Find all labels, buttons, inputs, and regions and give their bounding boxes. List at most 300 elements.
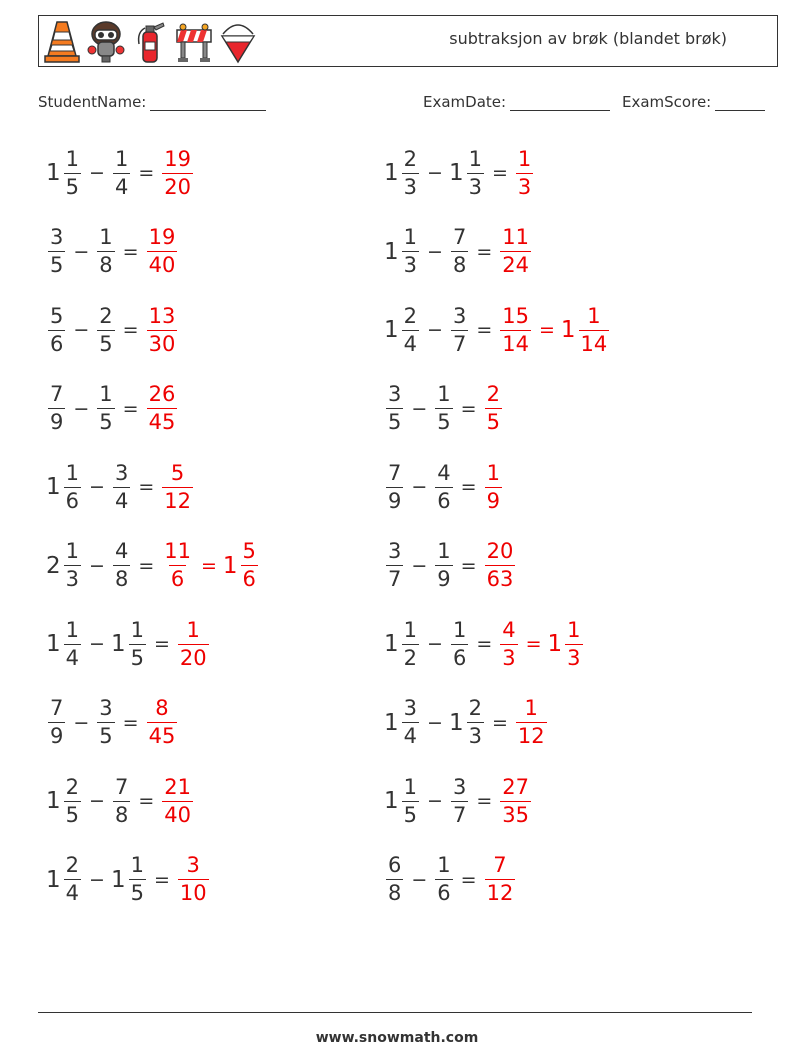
subtrahend-whole: 1 [110, 631, 126, 657]
minuend-numerator: 7 [50, 696, 64, 720]
equals-sign: = [491, 162, 508, 184]
subtrahend-numerator: 4 [437, 460, 451, 485]
answer-numerator: 1 [486, 460, 500, 485]
equals-sign: = [122, 240, 139, 263]
minuend-denominator: 6 [65, 488, 80, 513]
answer [498, 774, 533, 827]
answer-numerator: 4 [502, 617, 516, 642]
minuend-numerator: 5 [50, 303, 64, 328]
subtrahend-denominator: 7 [452, 802, 467, 827]
minuend-fraction [48, 698, 65, 747]
minuend-whole: 1 [384, 317, 399, 343]
worksheet-title: subtraksjon av brøk (blandet brøk) [449, 29, 727, 48]
answer [483, 460, 504, 513]
answer-numerator: 20 [486, 539, 514, 563]
minuend-denominator: 8 [388, 881, 402, 905]
minus-sign: − [89, 868, 105, 891]
minuend-numerator: 7 [50, 382, 64, 406]
subtrahend-fraction [467, 146, 484, 199]
subtrahend-fraction [435, 541, 452, 590]
subtrahend-numerator: 3 [99, 696, 113, 720]
subtrahend-denominator: 5 [130, 645, 144, 670]
equals-sign: = [138, 554, 155, 577]
equals-sign: = [460, 868, 477, 891]
minuend-numerator: 1 [403, 225, 418, 249]
minuend-fraction [402, 227, 419, 276]
subtrahend-denominator: 8 [114, 802, 129, 827]
subtrahend-fraction [451, 774, 468, 827]
answer [498, 303, 611, 356]
minuend-numerator: 3 [50, 225, 64, 249]
answer-denominator: 63 [486, 567, 514, 591]
problem-item [384, 217, 533, 287]
minuend-fraction [402, 146, 419, 199]
minuend-fraction [386, 855, 403, 904]
answer-denominator: 9 [486, 488, 500, 513]
minuend-denominator: 3 [403, 174, 418, 199]
minuend-numerator: 1 [403, 774, 418, 799]
exam-score-blank[interactable] [715, 94, 765, 111]
subtrahend-denominator: 8 [452, 253, 467, 277]
answer-denominator: 10 [179, 881, 207, 905]
equals-sign: = [122, 319, 139, 341]
subtrahend-fraction [113, 460, 130, 513]
subtrahend-numerator: 3 [452, 774, 467, 799]
minuend-fraction [402, 303, 419, 356]
answer-denominator: 5 [486, 410, 500, 434]
fire-bucket-icon [219, 18, 257, 64]
minuend-denominator: 3 [65, 567, 80, 591]
student-name-field[interactable] [38, 93, 266, 111]
subtrahend-numerator: 1 [452, 617, 467, 642]
minuend-fraction [64, 146, 81, 199]
problem-item [46, 609, 211, 679]
subtrahend-denominator: 8 [99, 253, 113, 277]
minuend-numerator: 7 [388, 460, 402, 485]
answer [160, 774, 195, 827]
minuend-fraction [64, 541, 81, 590]
subtrahend-fraction [113, 774, 130, 827]
minuend-numerator: 2 [65, 853, 80, 877]
minuend-numerator: 3 [403, 696, 418, 720]
minuend-whole: 1 [46, 474, 61, 500]
answer-denominator: 40 [164, 802, 191, 827]
equals-sign: = [153, 633, 170, 655]
answer-fraction [485, 541, 516, 590]
subtrahend-denominator: 5 [130, 881, 144, 905]
answer [498, 227, 533, 276]
minuend-denominator: 4 [403, 331, 418, 356]
equals-sign: = [476, 790, 493, 812]
subtrahend-fraction [113, 541, 130, 590]
minus-sign: − [89, 633, 105, 655]
answer [498, 617, 584, 670]
answer [176, 617, 211, 670]
minuend-whole: 1 [384, 631, 399, 657]
subtrahend-denominator: 6 [437, 881, 451, 905]
minuend-numerator: 2 [65, 774, 80, 799]
subtrahend-numerator: 4 [114, 539, 129, 563]
answer-mixed-denominator: 6 [242, 567, 256, 591]
answer-denominator: 3 [517, 174, 532, 199]
minuend-fraction [64, 617, 81, 670]
answer [160, 146, 195, 199]
subtrahend-fraction [451, 227, 468, 276]
problem-item [46, 845, 211, 915]
problem-item [384, 845, 517, 915]
answer-denominator: 24 [502, 253, 529, 277]
problem-item [46, 531, 260, 601]
equals-sign: = [138, 162, 155, 184]
minuend-fraction [402, 774, 419, 827]
answer-denominator: 12 [517, 724, 545, 748]
subtrahend-whole: 1 [448, 709, 464, 736]
problem-item [384, 688, 549, 758]
minuend-denominator: 2 [403, 645, 418, 670]
subtrahend-numerator: 1 [99, 225, 113, 249]
answer-mixed-fraction [565, 617, 582, 670]
minus-sign: − [73, 319, 90, 341]
minuend-denominator: 4 [403, 724, 418, 748]
subtrahend-fraction [129, 855, 146, 904]
answer-numerator: 15 [502, 303, 529, 328]
answer-fraction [485, 384, 502, 433]
fire-extinguisher-icon [131, 18, 169, 64]
minuend-fraction [48, 227, 65, 276]
equals-sign: = [122, 711, 139, 734]
answer-mixed-numerator: 5 [242, 539, 256, 563]
subtrahend-numerator: 1 [130, 617, 144, 642]
minus-sign: − [73, 711, 90, 734]
answer-numerator: 1 [524, 696, 538, 720]
student-name-blank[interactable] [150, 94, 266, 111]
minuend-denominator: 5 [65, 174, 80, 199]
minus-sign: − [89, 554, 105, 577]
minus-sign: − [411, 476, 428, 498]
worksheet-header [38, 15, 778, 67]
subtrahend-numerator: 1 [468, 146, 482, 171]
subtrahend-denominator: 9 [437, 567, 451, 591]
answer-numerator: 3 [186, 853, 200, 877]
answer-fraction [162, 541, 193, 590]
problem-item [46, 766, 195, 836]
answer [160, 541, 260, 590]
minus-sign: − [73, 240, 90, 263]
subtrahend-fraction [435, 460, 452, 513]
minuend-fraction [386, 384, 403, 433]
footer-url[interactable]: www.snowmath.com [315, 1030, 479, 1046]
subtrahend-fraction [451, 617, 468, 670]
subtrahend-denominator: 5 [99, 410, 113, 434]
minuend-fraction [386, 460, 403, 513]
exam-date-blank[interactable] [510, 94, 610, 111]
minuend-numerator: 1 [65, 460, 80, 485]
subtrahend-numerator: 1 [114, 146, 129, 171]
equals-sign: = [476, 319, 493, 341]
answer [145, 698, 180, 747]
subtrahend-fraction [435, 855, 452, 904]
student-name-label: StudentName: [38, 93, 147, 111]
minuend-numerator: 1 [65, 146, 80, 171]
exam-date-field[interactable] [423, 93, 610, 111]
answer-fraction [147, 384, 178, 433]
answer-mixed-fraction [241, 541, 258, 590]
subtrahend-fraction [97, 227, 114, 276]
minus-sign: − [427, 790, 443, 812]
subtrahend-fraction [435, 384, 452, 433]
minuend-denominator: 5 [388, 410, 402, 434]
answer-mixed-whole: 1 [222, 552, 238, 579]
answer-mixed-numerator: 1 [587, 303, 601, 328]
answer-mixed-whole: 1 [547, 631, 563, 657]
answer-numerator: 26 [148, 382, 176, 406]
problem-item [384, 766, 533, 836]
equals-sign: = [153, 868, 170, 891]
answer-mixed-denominator: 3 [567, 645, 581, 670]
answer-denominator: 45 [148, 410, 176, 434]
minuend-whole: 1 [46, 631, 61, 657]
minuend-whole: 1 [384, 238, 399, 265]
exam-date-label: ExamDate: [423, 93, 507, 111]
answer [483, 384, 504, 433]
problem-item [384, 531, 517, 601]
answer-denominator: 35 [502, 802, 529, 827]
equals-sign: = [476, 240, 493, 263]
subtrahend-numerator: 2 [99, 303, 113, 328]
minuend-numerator: 2 [403, 303, 418, 328]
answer-denominator: 3 [502, 645, 516, 670]
subtrahend-fraction [97, 698, 114, 747]
subtrahend-numerator: 7 [452, 225, 467, 249]
answer [145, 303, 180, 356]
subtrahend-numerator: 1 [437, 382, 451, 406]
answer-fraction [162, 774, 193, 827]
answer-numerator: 27 [502, 774, 529, 799]
header-icons [43, 18, 257, 64]
minus-sign: − [89, 162, 105, 184]
minuend-fraction [402, 698, 419, 747]
subtrahend-denominator: 3 [468, 724, 482, 748]
subtrahend-numerator: 7 [114, 774, 129, 799]
subtrahend-numerator: 2 [468, 696, 482, 720]
minus-sign: − [427, 240, 443, 263]
answer-fraction [485, 460, 502, 513]
subtrahend-numerator: 3 [114, 460, 129, 485]
equals-sign: = [460, 476, 477, 498]
answer-fraction [147, 303, 178, 356]
minuend-denominator: 5 [65, 802, 80, 827]
answer-mixed-whole: 1 [560, 317, 576, 343]
minuend-numerator: 6 [388, 853, 402, 877]
subtrahend-fraction [97, 384, 114, 433]
minuend-fraction [386, 541, 403, 590]
answer [145, 227, 180, 276]
minuend-denominator: 3 [403, 253, 418, 277]
answer-denominator: 12 [164, 488, 191, 513]
minuend-whole: 1 [384, 709, 399, 736]
minus-sign: − [411, 554, 428, 577]
minuend-whole: 1 [384, 788, 399, 814]
answer-fraction [162, 460, 193, 513]
subtrahend-whole: 1 [110, 866, 126, 893]
minus-sign: − [427, 633, 443, 655]
answer-fraction [500, 303, 531, 356]
minuend-whole: 1 [46, 160, 61, 186]
subtrahend-numerator: 1 [99, 382, 113, 406]
equals-sign: = [538, 319, 555, 341]
minuend-denominator: 4 [65, 881, 80, 905]
answer-numerator: 13 [148, 303, 176, 328]
subtrahend-fraction [113, 146, 130, 199]
minuend-denominator: 7 [388, 567, 402, 591]
problem-item [46, 217, 179, 287]
minuend-denominator: 9 [388, 488, 402, 513]
answer-denominator: 30 [148, 331, 176, 356]
minuend-whole: 1 [46, 788, 61, 814]
answer-numerator: 1 [517, 146, 532, 171]
subtrahend-denominator: 3 [468, 174, 482, 199]
minus-sign: − [427, 162, 443, 184]
answer-fraction [516, 146, 533, 199]
gas-mask-icon [87, 18, 125, 64]
answer-numerator: 19 [164, 146, 191, 171]
answer-numerator: 5 [170, 460, 185, 485]
minuend-fraction [64, 855, 81, 904]
minuend-denominator: 9 [50, 410, 64, 434]
minuend-numerator: 1 [65, 617, 80, 642]
minuend-numerator: 1 [403, 617, 418, 642]
subtrahend-numerator: 1 [437, 539, 451, 563]
answer [160, 460, 195, 513]
answer-fraction [500, 227, 531, 276]
subtrahend-denominator: 5 [99, 724, 113, 748]
minus-sign: − [427, 711, 443, 734]
subtrahend-denominator: 7 [452, 331, 467, 356]
answer-numerator: 7 [493, 853, 507, 877]
answer-fraction [178, 617, 209, 670]
minuend-denominator: 4 [65, 645, 80, 670]
problem-item [384, 452, 504, 522]
answer-mixed-fraction [579, 303, 610, 356]
equals-sign: = [491, 711, 508, 734]
answer-mixed-numerator: 1 [567, 617, 581, 642]
answer-fraction [147, 227, 178, 276]
road-barrier-icon [175, 18, 213, 64]
equals-sign: = [460, 554, 477, 577]
equals-sign: = [138, 790, 155, 812]
minuend-whole: 1 [46, 866, 61, 893]
subtrahend-fraction [97, 303, 114, 356]
problem-item [46, 452, 195, 522]
answer-denominator: 14 [502, 331, 529, 356]
answer-numerator: 8 [155, 696, 169, 720]
answer-denominator: 40 [148, 253, 176, 277]
answer [483, 541, 518, 590]
minuend-numerator: 3 [388, 382, 402, 406]
answer [145, 384, 180, 433]
subtrahend-whole: 1 [448, 160, 464, 186]
answer-denominator: 45 [148, 724, 176, 748]
exam-score-field[interactable] [622, 93, 765, 111]
minuend-denominator: 6 [50, 331, 64, 356]
equals-sign: = [476, 633, 493, 655]
minus-sign: − [73, 397, 90, 420]
answer-fraction [500, 774, 531, 827]
subtrahend-denominator: 6 [452, 645, 467, 670]
minuend-whole: 1 [384, 160, 399, 186]
minuend-denominator: 9 [50, 724, 64, 748]
subtrahend-fraction [467, 698, 484, 747]
answer-fraction [147, 698, 178, 747]
answer-numerator: 11 [502, 225, 529, 249]
subtrahend-denominator: 4 [114, 488, 129, 513]
problem-item [384, 609, 585, 679]
answer-fraction [516, 698, 547, 747]
minus-sign: − [89, 476, 105, 498]
minuend-fraction [402, 617, 419, 670]
equals-sign: = [122, 397, 139, 420]
minuend-numerator: 2 [403, 146, 418, 171]
answer-mixed-denominator: 14 [580, 331, 608, 356]
answer [483, 855, 518, 904]
answer-fraction [485, 855, 516, 904]
equals-sign: = [138, 476, 155, 498]
minuend-numerator: 1 [65, 539, 80, 563]
answer-numerator: 1 [186, 617, 200, 642]
minus-sign: − [411, 397, 428, 420]
answer-numerator: 19 [148, 225, 176, 249]
answer [514, 698, 549, 747]
equals-sign: = [525, 633, 542, 655]
subtrahend-numerator: 3 [452, 303, 467, 328]
answer-denominator: 20 [179, 645, 207, 670]
answer-denominator: 6 [170, 567, 185, 591]
subtrahend-denominator: 8 [114, 567, 129, 591]
answer [514, 146, 535, 199]
minuend-fraction [64, 774, 81, 827]
subtrahend-denominator: 4 [114, 174, 129, 199]
answer-numerator: 11 [164, 539, 191, 563]
footer-divider [38, 1012, 752, 1013]
problem-item [46, 688, 179, 758]
answer-fraction [162, 146, 193, 199]
subtrahend-fraction [451, 303, 468, 356]
minus-sign: − [411, 868, 428, 891]
minuend-whole: 2 [46, 552, 61, 579]
answer-denominator: 12 [486, 881, 514, 905]
subtrahend-denominator: 5 [437, 410, 451, 434]
minus-sign: − [89, 790, 105, 812]
minus-sign: − [427, 319, 443, 341]
problem-item [384, 295, 611, 365]
minuend-denominator: 5 [50, 253, 64, 277]
minuend-denominator: 5 [403, 802, 418, 827]
subtrahend-denominator: 5 [99, 331, 113, 356]
problem-item [384, 138, 535, 208]
minuend-fraction [48, 303, 65, 356]
problem-item [384, 374, 504, 444]
minuend-numerator: 3 [388, 539, 402, 563]
subtrahend-numerator: 1 [130, 853, 144, 877]
problem-item [46, 138, 195, 208]
traffic-cone-icon [43, 18, 81, 64]
answer-fraction [500, 617, 517, 670]
problem-item [46, 295, 179, 365]
subtrahend-numerator: 1 [437, 853, 451, 877]
answer-denominator: 20 [164, 174, 191, 199]
problem-item [46, 374, 179, 444]
equals-sign: = [200, 554, 217, 577]
